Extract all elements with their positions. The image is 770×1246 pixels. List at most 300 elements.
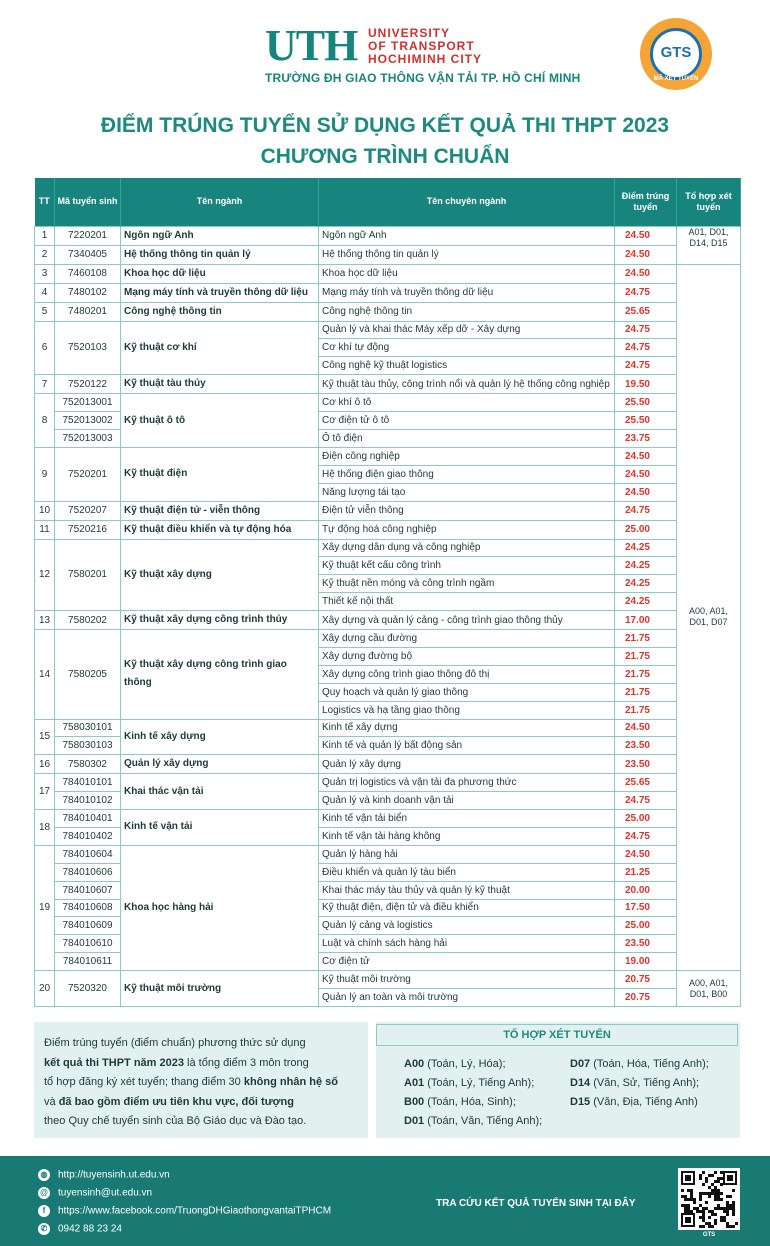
table-row: [35, 845, 741, 863]
qr-module: [714, 1219, 717, 1222]
cell-diem: 24.75: [615, 792, 677, 810]
qr-module: [711, 1192, 714, 1195]
combo-desc: (Toán, Hóa, Tiếng Anh);: [590, 1058, 709, 1070]
cell-ten-nganh: Kỹ thuật xây dựng công trình thủy: [121, 611, 319, 630]
cell-ten-nganh: Kinh tế xây dựng: [121, 719, 319, 755]
qr-module: [726, 1213, 729, 1216]
cell-chuyen-nganh: Khai thác máy tàu thủy và quản lý kỹ thuật: [319, 881, 615, 899]
cell-ma: 784010609: [55, 917, 121, 935]
qr-module: [714, 1222, 717, 1225]
cell-chuyen-nganh: Thiết kế nội thất: [319, 593, 615, 611]
logo-english-name: [368, 27, 482, 66]
cell-chuyen-nganh: Xây dựng cầu đường: [319, 630, 615, 648]
cell-ma: 7340405: [55, 245, 121, 264]
cell-diem: 24.50: [615, 483, 677, 501]
qr-module: [717, 1189, 720, 1192]
logo-line-1: UNIVERSITY: [368, 26, 451, 40]
cell-chuyen-nganh: Xây dựng đường bộ: [319, 647, 615, 665]
qr-module: [729, 1207, 732, 1210]
qr-module: [723, 1219, 726, 1222]
qr-module: [732, 1210, 735, 1213]
qr-module: [717, 1207, 720, 1210]
footer-email[interactable]: [38, 1187, 152, 1199]
combo-item: [404, 1096, 516, 1108]
cell-chuyen-nganh: Ngôn ngữ Anh: [319, 226, 615, 245]
footer-website[interactable]: [38, 1169, 170, 1181]
cell-diem: 21.25: [615, 863, 677, 881]
qr-module: [711, 1213, 714, 1216]
qr-module: [714, 1189, 717, 1192]
qr-module: [702, 1192, 705, 1195]
qr-module: [687, 1207, 690, 1210]
qr-module: [702, 1171, 705, 1174]
cell-chuyen-nganh: Quản lý cảng và logistics: [319, 917, 615, 935]
qr-module: [714, 1186, 717, 1189]
qr-module: [735, 1222, 738, 1225]
footer-website-text[interactable]: http://tuyensinh.ut.edu.vn: [58, 1169, 170, 1181]
cell-ten-nganh: Kinh tế vận tải: [121, 810, 319, 846]
cell-tt: 1: [35, 226, 55, 245]
cell-tt: 8: [35, 394, 55, 448]
cell-chuyen-nganh: Kỹ thuật kết cấu công trình: [319, 557, 615, 575]
note-text-1: Điểm trúng tuyển (điểm chuẩn) phương thức sử dụng: [44, 1037, 306, 1049]
qr-module: [681, 1189, 684, 1192]
header-to-hop: Tổ hợp xét tuyển: [677, 178, 741, 226]
qr-module: [708, 1195, 711, 1198]
cell-tt: 15: [35, 719, 55, 755]
cell-diem: 24.25: [615, 539, 677, 557]
cell-ma: 784010402: [55, 827, 121, 845]
qr-module: [723, 1216, 726, 1219]
combo-desc: (Văn, Địa, Tiếng Anh): [590, 1096, 698, 1108]
qr-module: [711, 1183, 714, 1186]
cell-diem: 20.75: [615, 989, 677, 1007]
cell-ten-nganh: Kỹ thuật tàu thủy: [121, 375, 319, 394]
qr-module: [693, 1201, 696, 1204]
cell-tt: 17: [35, 774, 55, 810]
uth-logo: [265, 21, 581, 86]
cell-diem: 20.00: [615, 881, 677, 899]
cell-ma: 784010606: [55, 863, 121, 881]
qr-module: [714, 1198, 717, 1201]
qr-module: [708, 1225, 711, 1228]
cell-ten-nganh: Hệ thống thông tin quản lý: [121, 245, 319, 264]
table-row: [35, 245, 741, 264]
email-icon: @: [38, 1187, 50, 1199]
qr-module: [714, 1171, 717, 1174]
qr-module: [684, 1198, 687, 1201]
qr-module: [714, 1192, 717, 1195]
qr-module: [681, 1195, 684, 1198]
gts-badge-inner: [650, 28, 702, 80]
qr-module: [717, 1204, 720, 1207]
cell-ma: 784010610: [55, 935, 121, 953]
combo-item: [404, 1058, 506, 1070]
qr-module: [696, 1207, 699, 1210]
cell-chuyen-nganh: Tự động hoá công nghiệp: [319, 520, 615, 539]
cell-chuyen-nganh: Kinh tế xây dựng: [319, 719, 615, 737]
note-bold-3: đã bao gồm điểm ưu tiên khu vực, đối tượng: [58, 1095, 294, 1108]
qr-module: [717, 1180, 720, 1183]
cell-diem: 25.50: [615, 394, 677, 412]
cell-tt: 7: [35, 375, 55, 394]
cell-ma: 784010611: [55, 953, 121, 971]
qr-module: [714, 1213, 717, 1216]
cell-chuyen-nganh: Quản lý và kinh doanh vận tải: [319, 792, 615, 810]
footer-phone-text[interactable]: 0942 88 23 24: [58, 1223, 122, 1235]
cell-chuyen-nganh: Cơ điện tử ô tô: [319, 412, 615, 430]
header-ma: Mã tuyển sinh: [55, 178, 121, 226]
qr-module: [732, 1189, 735, 1192]
cell-ma: 7580205: [55, 630, 121, 719]
qr-module: [702, 1225, 705, 1228]
combo-heading: TỔ HỢP XÉT TUYỂN: [376, 1024, 738, 1046]
cell-ten-nganh: Công nghệ thông tin: [121, 302, 319, 321]
cell-diem: 24.75: [615, 501, 677, 520]
cell-chuyen-nganh: Hệ thống điện giao thông: [319, 465, 615, 483]
combo-desc: (Toán, Hóa, Sinh);: [424, 1096, 516, 1108]
cell-tt: 14: [35, 630, 55, 719]
cell-diem: 24.75: [615, 339, 677, 357]
gts-badge-icon: [640, 18, 712, 90]
qr-module: [699, 1174, 702, 1177]
table-row: [35, 394, 741, 412]
combo-code: D14: [570, 1077, 591, 1089]
qr-module: [720, 1183, 723, 1186]
qr-module: [720, 1171, 723, 1174]
cell-diem: 21.75: [615, 701, 677, 719]
cell-ma: 7520207: [55, 501, 121, 520]
qr-module: [720, 1216, 723, 1219]
table-row: [35, 375, 741, 394]
cell-diem: 17.50: [615, 899, 677, 917]
cell-tt: 16: [35, 755, 55, 774]
cell-chuyen-nganh: Điện tử viễn thông: [319, 501, 615, 520]
cell-chuyen-nganh: Logistics và hạ tầng giao thông: [319, 701, 615, 719]
cell-diem: 24.75: [615, 283, 677, 302]
cell-chuyen-nganh: Kỹ thuật tàu thủy, công trình nổi và quản lý hệ thống công nghiệp: [319, 375, 615, 394]
table-row: [35, 539, 741, 557]
qr-code-graphic: [678, 1168, 740, 1230]
qr-module: [711, 1225, 714, 1228]
facebook-icon: f: [38, 1205, 50, 1217]
qr-module: [732, 1207, 735, 1210]
cell-ten-nganh: Ngôn ngữ Anh: [121, 226, 319, 245]
table-row: [35, 719, 741, 737]
qr-module: [684, 1204, 687, 1207]
cell-diem: 19.00: [615, 953, 677, 971]
table-row: [35, 611, 741, 630]
cell-chuyen-nganh: Điện công nghiệp: [319, 447, 615, 465]
qr-module: [693, 1198, 696, 1201]
logo-vietnamese-name: TRƯỜNG ĐH GIAO THÔNG VẬN TẢI TP. HỒ CHÍ MINH: [265, 71, 581, 85]
cell-diem: 24.50: [615, 264, 677, 283]
cell-chuyen-nganh: Hệ thống thông tin quản lý: [319, 245, 615, 264]
qr-module: [732, 1225, 735, 1228]
table-row: [35, 755, 741, 774]
qr-module: [699, 1198, 702, 1201]
cell-diem: 24.75: [615, 321, 677, 339]
qr-module: [693, 1207, 696, 1210]
footer-email-text[interactable]: tuyensinh@ut.edu.vn: [58, 1187, 153, 1199]
qr-module: [717, 1177, 720, 1180]
table-row: [35, 264, 741, 283]
cell-ten-nganh: Kỹ thuật cơ khí: [121, 321, 319, 375]
cell-ma: 758030103: [55, 737, 121, 755]
qr-module: [702, 1213, 705, 1216]
combo-item: [404, 1115, 542, 1127]
qr-module: [699, 1204, 702, 1207]
combo-item: [570, 1096, 698, 1108]
qr-module: [702, 1210, 705, 1213]
qr-module: [732, 1213, 735, 1216]
cell-diem: 24.50: [615, 447, 677, 465]
qr-module: [714, 1207, 717, 1210]
cell-ma: 7520103: [55, 321, 121, 375]
footer-facebook[interactable]: [38, 1205, 331, 1217]
combo-item: [404, 1077, 534, 1089]
cell-ma: 7460108: [55, 264, 121, 283]
qr-module: [687, 1198, 690, 1201]
cell-ma: 7480102: [55, 283, 121, 302]
cell-ten-nganh: Kỹ thuật ô tô: [121, 394, 319, 448]
qr-module: [702, 1216, 705, 1219]
cell-chuyen-nganh: Quy hoạch và quản lý giao thông: [319, 683, 615, 701]
qr-module: [705, 1180, 708, 1183]
qr-module: [690, 1189, 693, 1192]
lookup-text: TRA CỨU KẾT QUẢ TUYỂN SINH TẠI ĐÂY: [436, 1198, 636, 1209]
combo-box: [376, 1022, 740, 1138]
qr-module: [705, 1222, 708, 1225]
qr-module: [729, 1204, 732, 1207]
cell-chuyen-nganh: Kỹ thuật nền móng và công trình ngầm: [319, 575, 615, 593]
cell-ma: 7520216: [55, 520, 121, 539]
cell-diem: 23.50: [615, 755, 677, 774]
qr-module: [681, 1204, 684, 1207]
cell-ma: 7580302: [55, 755, 121, 774]
qr-module: [685, 1175, 691, 1181]
cell-chuyen-nganh: Công nghệ kỹ thuật logistics: [319, 357, 615, 375]
qr-module: [687, 1210, 690, 1213]
cell-diem: 19.50: [615, 375, 677, 394]
qr-module: [726, 1195, 729, 1198]
cell-diem: 24.50: [615, 465, 677, 483]
qr-module: [684, 1195, 687, 1198]
cell-chuyen-nganh: Mạng máy tính và truyền thông dữ liệu: [319, 283, 615, 302]
qr-module: [699, 1195, 702, 1198]
cell-chuyen-nganh: Cơ điện tử: [319, 953, 615, 971]
qr-module: [717, 1192, 720, 1195]
cell-diem: 24.50: [615, 719, 677, 737]
cell-diem: 24.75: [615, 827, 677, 845]
qr-module: [705, 1201, 708, 1204]
cell-ma: 784010604: [55, 845, 121, 863]
cell-chuyen-nganh: Quản trị logistics và vận tải đa phương thức: [319, 774, 615, 792]
table-row: [35, 810, 741, 828]
table-row: [35, 321, 741, 339]
cell-diem: 23.50: [615, 935, 677, 953]
cell-diem: 17.00: [615, 611, 677, 630]
cell-tt: 3: [35, 264, 55, 283]
table-row: [35, 774, 741, 792]
qr-module: [717, 1198, 720, 1201]
cell-chuyen-nganh: Điều khiển và quản lý tàu biển: [319, 863, 615, 881]
qr-module: [699, 1210, 702, 1213]
footer: [0, 1156, 770, 1246]
qr-module: [708, 1186, 711, 1189]
cell-chuyen-nganh: Công nghệ thông tin: [319, 302, 615, 321]
combo-code: D07: [570, 1058, 591, 1070]
table-row: [35, 971, 741, 989]
qr-module: [711, 1210, 714, 1213]
qr-module: [699, 1177, 702, 1180]
cell-ma: 7580202: [55, 611, 121, 630]
table-row: [35, 630, 741, 648]
qr-module: [699, 1225, 702, 1228]
cell-diem: 25.00: [615, 917, 677, 935]
qr-module: [726, 1210, 729, 1213]
cell-diem: 21.75: [615, 665, 677, 683]
page-title: ĐIỂM TRÚNG TUYỂN SỬ DỤNG KẾT QUẢ THI THPT 2023: [100, 114, 670, 137]
note-text-5: theo Quy chế tuyển sinh của Bộ Giáo dục và Đào tạo.: [44, 1115, 307, 1127]
cell-ten-nganh: Kỹ thuật xây dựng: [121, 539, 319, 611]
gts-badge-sub: MÃ XÉT TUYỂN: [653, 76, 699, 82]
cell-chuyen-nganh: Xây dựng công trình giao thông đô thị: [319, 665, 615, 683]
qr-module: [732, 1204, 735, 1207]
cell-ten-nganh: Khai thác vận tải: [121, 774, 319, 810]
qr-module: [702, 1207, 705, 1210]
cell-ma: 784010102: [55, 792, 121, 810]
cell-diem: 20.75: [615, 971, 677, 989]
combo-item: [570, 1077, 699, 1089]
cell-ma: 784010401: [55, 810, 121, 828]
cell-diem: 21.75: [615, 683, 677, 701]
qr-module: [685, 1217, 691, 1223]
cell-tt: 11: [35, 520, 55, 539]
cell-chuyen-nganh: Cơ khí tự động: [319, 339, 615, 357]
cell-chuyen-nganh: Năng lượng tái tạo: [319, 483, 615, 501]
cell-ma: 758030101: [55, 719, 121, 737]
cell-chuyen-nganh: Kỹ thuật môi trường: [319, 971, 615, 989]
qr-module: [690, 1210, 693, 1213]
header-chuyen-nganh: Tên chuyên ngành: [319, 178, 615, 226]
qr-module: [726, 1207, 729, 1210]
qr-module: [690, 1192, 693, 1195]
cell-diem: 21.75: [615, 630, 677, 648]
cell-chuyen-nganh: Ô tô điện: [319, 429, 615, 447]
qr-module: [723, 1210, 726, 1213]
cell-ten-nganh: Mạng máy tính và truyền thông dữ liệu: [121, 283, 319, 302]
cell-diem: 25.00: [615, 520, 677, 539]
cell-chuyen-nganh: Quản lý hàng hải: [319, 845, 615, 863]
cell-diem: 25.65: [615, 774, 677, 792]
combo-code: D01: [404, 1115, 425, 1127]
logo-line-3: HOCHIMINH CITY: [368, 52, 482, 66]
cell-chuyen-nganh: Kinh tế vận tải hàng không: [319, 827, 615, 845]
combo-desc: (Toán, Lý, Tiếng Anh);: [424, 1077, 535, 1089]
qr-module: [711, 1174, 714, 1177]
cell-ten-nganh: Kỹ thuật điện tử - viễn thông: [121, 501, 319, 520]
table-row: [35, 283, 741, 302]
qr-code-icon[interactable]: [678, 1168, 740, 1238]
qr-module: [714, 1180, 717, 1183]
qr-module: [729, 1195, 732, 1198]
qr-module: [705, 1207, 708, 1210]
qr-module: [726, 1222, 729, 1225]
cell-chuyen-nganh: Luật và chính sách hàng hải: [319, 935, 615, 953]
qr-module: [726, 1204, 729, 1207]
combo-code: D15: [570, 1096, 591, 1108]
table-header-row: [35, 178, 741, 226]
cell-chuyen-nganh: Cơ khí ô tô: [319, 394, 615, 412]
cell-ma: 7480201: [55, 302, 121, 321]
cell-chuyen-nganh: Khoa học dữ liệu: [319, 264, 615, 283]
qr-module: [714, 1195, 717, 1198]
cell-tt: 20: [35, 971, 55, 1007]
cell-chuyen-nganh: Kỹ thuật điện, điện tử và điều khiển: [319, 899, 615, 917]
combo-code: A01: [404, 1077, 425, 1089]
qr-module: [726, 1201, 729, 1204]
note-text-3: tổ hợp đăng ký xét tuyển; thang điểm 30: [44, 1076, 244, 1088]
cell-chuyen-nganh: Quản lý và khai thác Máy xếp dỡ - Xây dựng: [319, 321, 615, 339]
qr-module: [699, 1216, 702, 1219]
cell-ma: 7580201: [55, 539, 121, 611]
combo-item: [570, 1058, 709, 1070]
cell-ma: 752013003: [55, 429, 121, 447]
header-ten-nganh: Tên ngành: [121, 178, 319, 226]
cell-diem: 24.75: [615, 357, 677, 375]
footer-phone[interactable]: [38, 1223, 122, 1235]
cell-tt: 10: [35, 501, 55, 520]
header: [0, 0, 770, 100]
note-bold-2: không nhân hệ số: [243, 1076, 338, 1088]
qr-module: [726, 1225, 729, 1228]
footer-facebook-text[interactable]: https://www.facebook.com/TruongDHGiaothongvantaiTPHCM: [58, 1205, 332, 1217]
cell-tt: 4: [35, 283, 55, 302]
cell-diem: 21.75: [615, 647, 677, 665]
cell-ma: 7520201: [55, 447, 121, 501]
cell-ten-nganh: Kỹ thuật xây dựng công trình giao thông: [121, 630, 319, 719]
qr-module: [720, 1177, 723, 1180]
qr-module: [732, 1201, 735, 1204]
qr-module: [702, 1219, 705, 1222]
qr-module: [687, 1189, 690, 1192]
cell-tt: 9: [35, 447, 55, 501]
cell-diem: 25.50: [615, 412, 677, 430]
cell-diem: 24.50: [615, 226, 677, 245]
qr-label: GTS: [702, 1232, 716, 1238]
cell-diem: 24.50: [615, 845, 677, 863]
combo-desc: (Toán, Lý, Hóa);: [424, 1058, 506, 1070]
gts-badge-text: GTS: [660, 44, 692, 61]
table-row: [35, 501, 741, 520]
qr-module: [717, 1195, 720, 1198]
cell-ten-nganh: Quản lý xây dựng: [121, 755, 319, 774]
cell-ten-nganh: Kỹ thuật điện: [121, 447, 319, 501]
cell-tt: 2: [35, 245, 55, 264]
cell-ma: 752013002: [55, 412, 121, 430]
cell-tt: 13: [35, 611, 55, 630]
cell-ma: 7520320: [55, 971, 121, 1007]
qr-module: [684, 1207, 687, 1210]
qr-module: [708, 1210, 711, 1213]
qr-module: [727, 1175, 733, 1181]
cell-ten-nganh: Kỹ thuật điều khiển và tự động hóa: [121, 520, 319, 539]
cell-ma: 7520122: [55, 375, 121, 394]
qr-module: [708, 1192, 711, 1195]
cell-diem: 23.75: [615, 429, 677, 447]
cell-chuyen-nganh: Kinh tế vận tải biển: [319, 810, 615, 828]
